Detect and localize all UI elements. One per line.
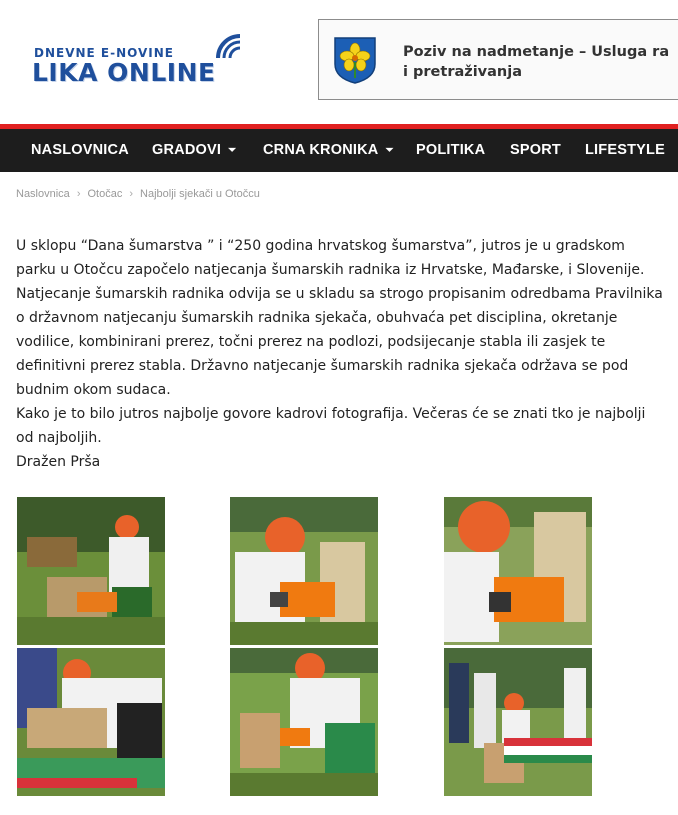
photo-image (230, 648, 378, 796)
chevron-down-icon: ⏷ (385, 145, 394, 156)
nav-label: NASLOVNICA (31, 142, 129, 158)
nav-item-naslovnica[interactable] (31, 129, 129, 172)
ad-banner[interactable] (318, 19, 678, 100)
nav-item-politika[interactable] (416, 129, 485, 172)
nav-item-crna-kronika[interactable] (263, 129, 394, 172)
breadcrumb-home[interactable]: Naslovnica (16, 188, 70, 200)
breadcrumb-category[interactable]: Otočac (87, 188, 123, 200)
site-logo[interactable] (28, 28, 248, 98)
gallery-photo[interactable] (444, 497, 592, 645)
photo-image (444, 648, 592, 796)
breadcrumb-current: Najbolji sjekači u Otočcu (140, 188, 260, 200)
ad-line-1: Poziv na nadmetanje – Usluga ra (403, 44, 670, 60)
nav-label: POLITIKA (416, 142, 486, 158)
photo-image (444, 497, 592, 645)
chevron-right-icon: › (129, 188, 134, 200)
main-nav (0, 129, 678, 172)
logo-title: LIKA ONLINE (32, 58, 216, 87)
nav-item-gradovi[interactable] (152, 129, 236, 172)
signal-waves-icon (212, 28, 248, 60)
photo-image (17, 648, 165, 796)
article-body (16, 234, 666, 474)
photo-image (17, 497, 165, 645)
ad-text (403, 42, 678, 82)
gallery-photo[interactable] (17, 497, 165, 645)
article-paragraph-2: Kako je to bilo jutros najbolje govore kadrovi fotografija. Večeras će se znati tko je najbolji od najboljih. (16, 406, 646, 446)
gallery-photo[interactable] (444, 648, 592, 796)
nav-label: LIFESTYLE (585, 142, 665, 158)
gallery-photo[interactable] (230, 497, 378, 645)
chevron-right-icon: › (76, 188, 81, 200)
site-header (0, 0, 678, 124)
nav-label: CRNA KRONIKA (263, 142, 379, 158)
gallery-photo[interactable] (17, 648, 165, 796)
breadcrumb (16, 188, 260, 200)
chevron-down-icon: ⏷ (228, 145, 237, 156)
article-author: Dražen Prša (16, 454, 101, 470)
nav-item-lifestyle[interactable] (585, 129, 665, 172)
photo-image (230, 497, 378, 645)
logo-tagline: DNEVNE E-NOVINE (34, 46, 174, 60)
article-paragraph: U sklopu “Dana šumarstva ” i “250 godina hrvatskog šumarstva”, jutros je u gradskom parku u Otočcu započelo natjecanja šumarskih radnika iz Hrvatske, Mađarske, i Slovenije. Natjecanje šumarskih radnika odvija se u skladu sa strogo propisanim odredbama Pravilnika o državnom natjecanju šumarskih radnika sjekača, obuhvaća pet disciplina, okretanje vodilice, kombinirani prerez, točni prerez na podlozi, podsijecanje stabla ili zasjek te definitivni prerez stabla. Državno natjecanje šumarskih radnika sjekača održava se pod budnim okom sudaca. (16, 238, 663, 398)
county-crest-icon (333, 36, 377, 84)
nav-label: SPORT (510, 142, 561, 158)
ad-line-2: i pretraživanja (403, 64, 522, 80)
nav-item-sport[interactable] (510, 129, 561, 172)
nav-label: GRADOVI (152, 142, 222, 158)
gallery-photo[interactable] (230, 648, 378, 796)
